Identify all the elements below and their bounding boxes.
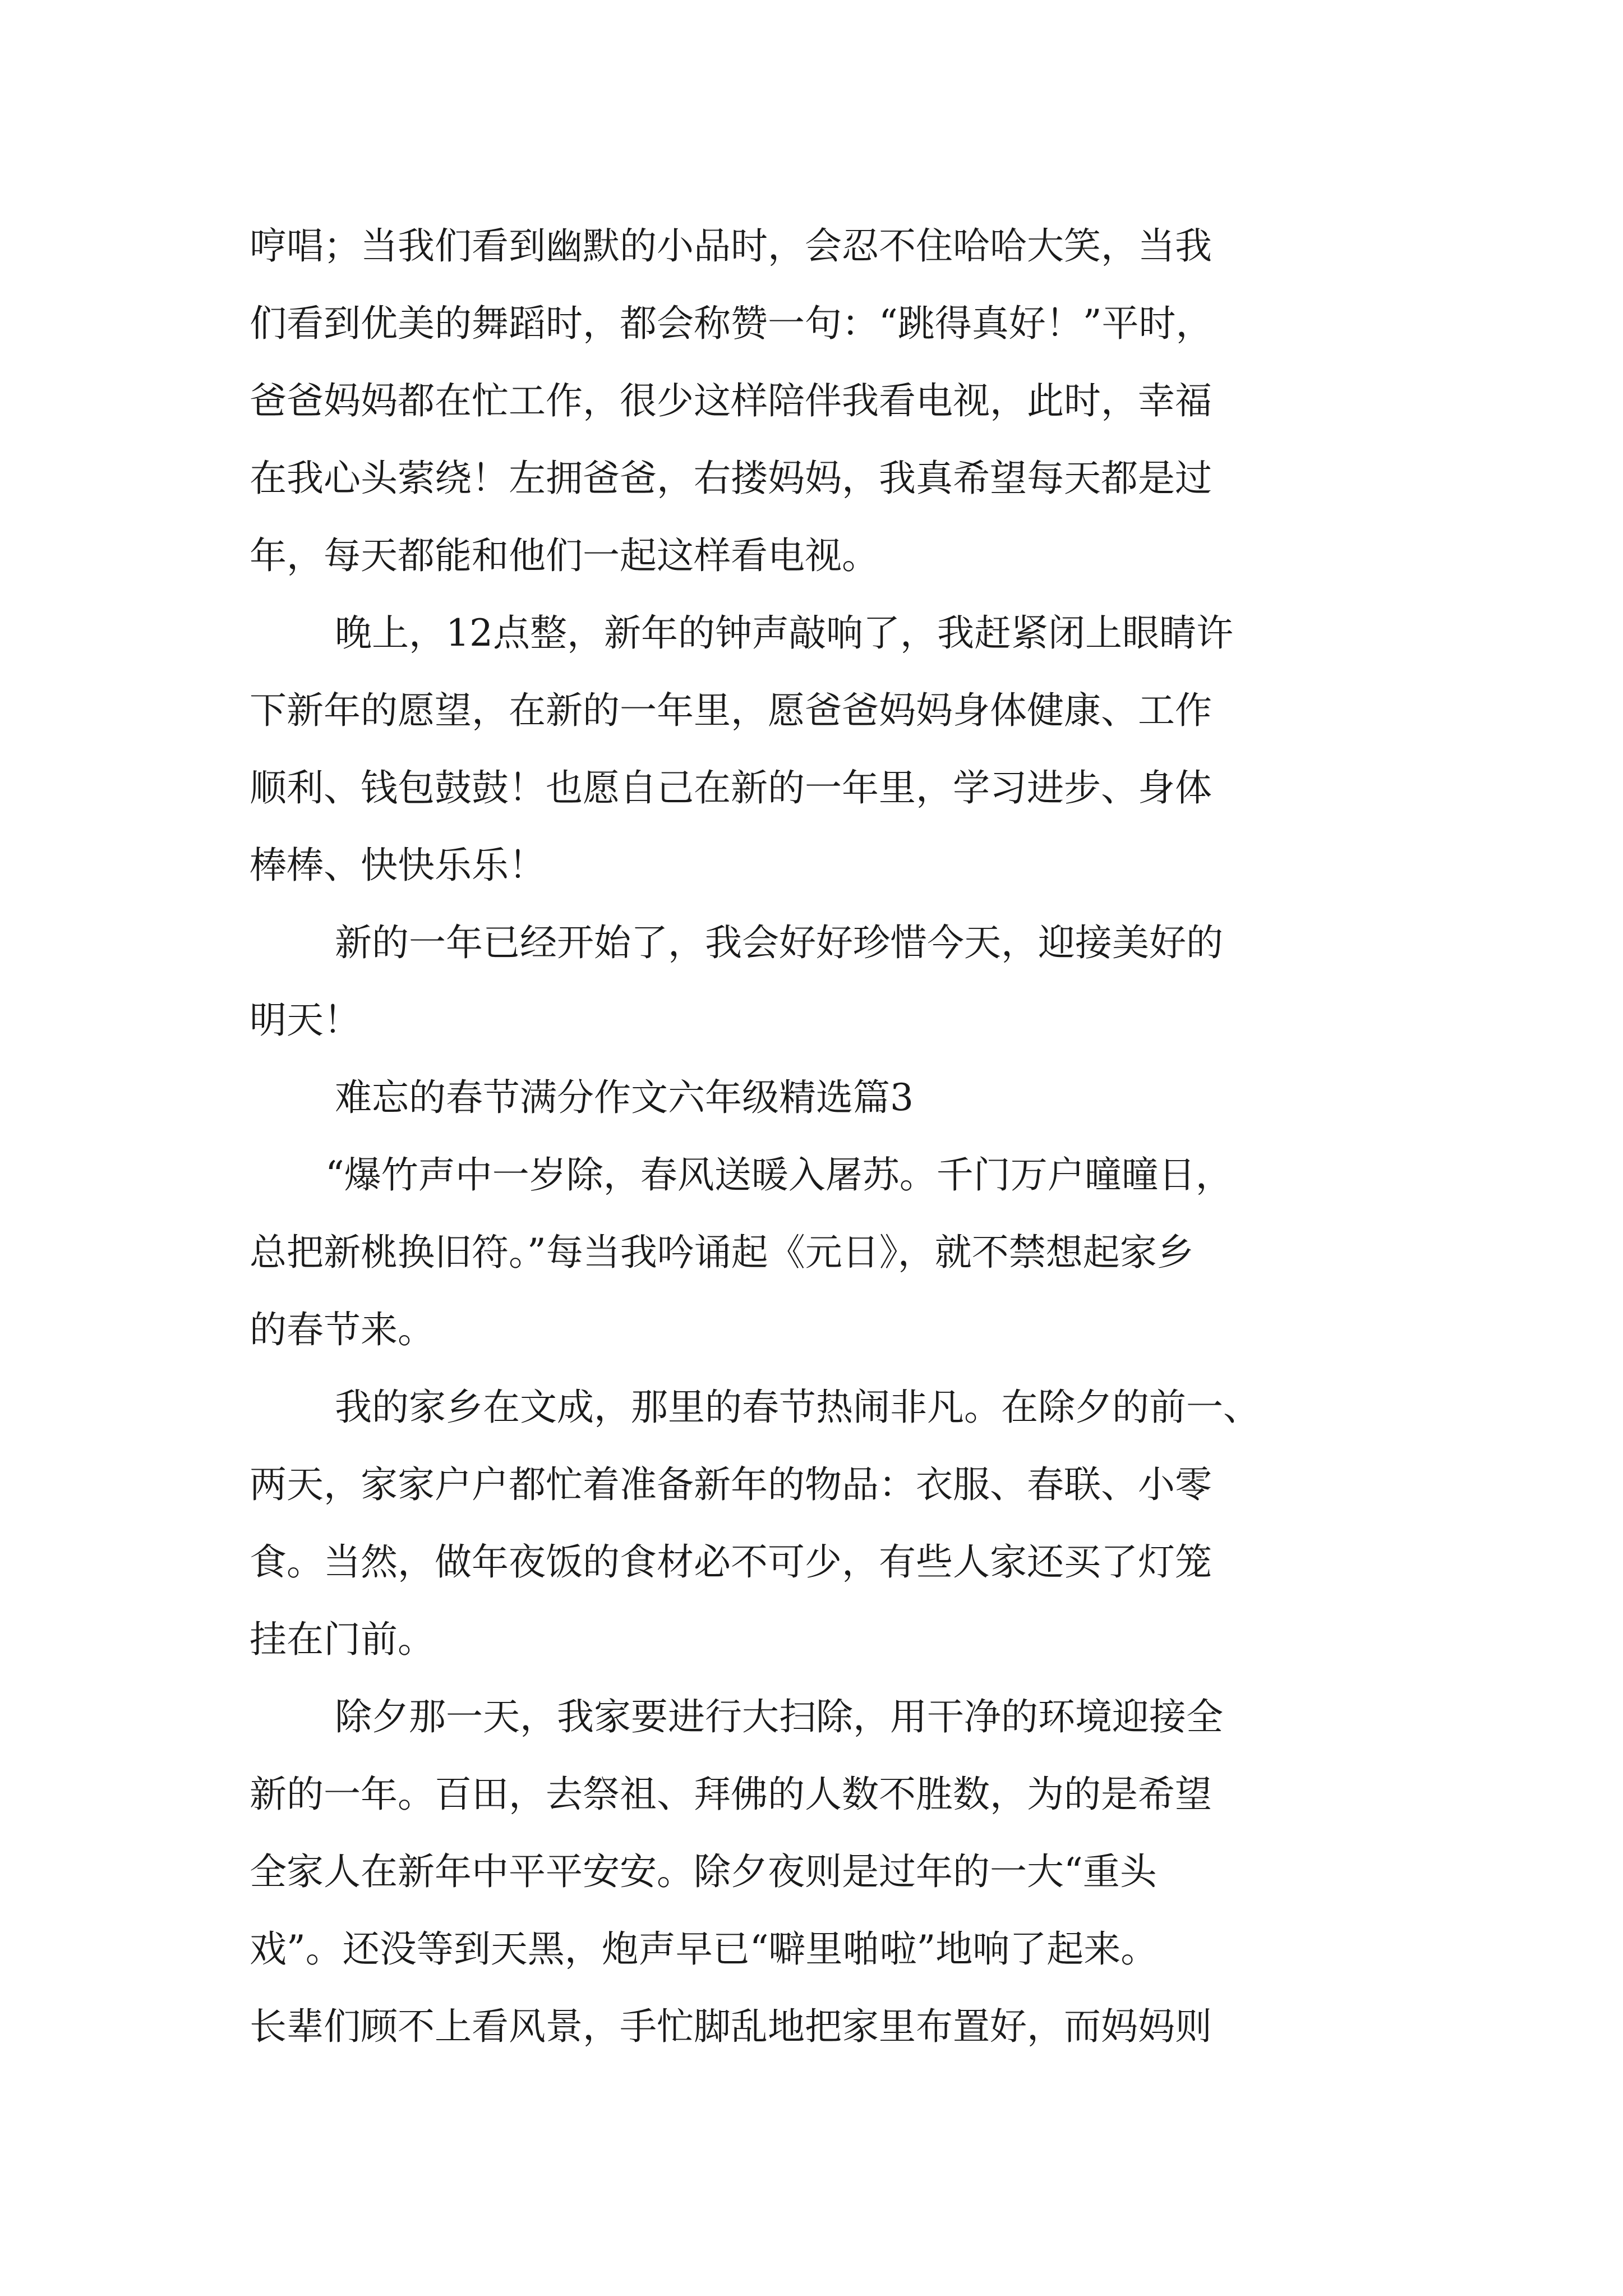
text-line: 全家人在新年中平平安安。除夕夜则是过年的一大“重头 (250, 1850, 1157, 1893)
text-line: 两天，家家户户都忙着准备新年的物品：衣服、春联、小零 (250, 1463, 1212, 1506)
paragraph-first-line: 晚上，12点整，新年的钟声敲响了，我赶紧闭上眼睛许 (335, 611, 1233, 655)
text-line: 挂在门前。 (250, 1618, 435, 1661)
paragraph-first-line: 除夕那一天，我家要进行大扫除，用干净的环境迎接全 (335, 1695, 1223, 1738)
text-line: 顺利、钱包鼓鼓！也愿自己在新的一年里，学习进步、身体 (250, 766, 1212, 809)
text-line: 棒棒、快快乐乐！ (250, 844, 546, 887)
text-line: 戏”。还没等到天黑，炮声早已“噼里啪啦”地响了起来。 (250, 1927, 1158, 1971)
text-line: 在我心头萦绕！左拥爸爸，右搂妈妈，我真希望每天都是过 (250, 457, 1212, 500)
text-line: 明天！ (250, 999, 361, 1042)
text-line: 总把新桃换旧符。”每当我吟诵起《元日》，就不禁想起家乡 (250, 1231, 1194, 1274)
document-body (250, 208, 1388, 2065)
text-line: 哼唱；当我们看到幽默的小品时，会忍不住哈哈大笑，当我 (250, 224, 1212, 268)
text-line: 下新年的愿望，在新的一年里，愿爸爸妈妈身体健康、工作 (250, 689, 1212, 732)
paragraph-first-line: 我的家乡在文成，那里的春节热闹非凡。在除夕的前一、 (335, 1386, 1260, 1429)
text-line: 的春节来。 (250, 1308, 435, 1351)
text-line: 爸爸妈妈都在忙工作，很少这样陪伴我看电视，此时，幸福 (250, 379, 1212, 422)
text-line: 年，每天都能和他们一起这样看电视。 (250, 534, 879, 577)
paragraph-first-line: “爆竹声中一岁除，春风送暖入屠苏。千门万户曈曈日， (325, 1153, 1233, 1197)
text-line: 们看到优美的舞蹈时，都会称赞一句：“跳得真好！”平时， (250, 302, 1213, 345)
text-line: 长辈们顾不上看风景，手忙脚乱地把家里布置好，而妈妈则 (250, 2005, 1212, 2048)
paragraph-first-line: 新的一年已经开始了，我会好好珍惜今天，迎接美好的 (335, 921, 1223, 964)
section-heading: 难忘的春节满分作文六年级精选篇3 (335, 1076, 914, 1119)
text-line: 食。当然，做年夜饭的食材必不可少，有些人家还买了灯笼 (250, 1540, 1212, 1584)
text-line: 新的一年。百田，去祭祖、拜佛的人数不胜数，为的是希望 (250, 1773, 1212, 1816)
